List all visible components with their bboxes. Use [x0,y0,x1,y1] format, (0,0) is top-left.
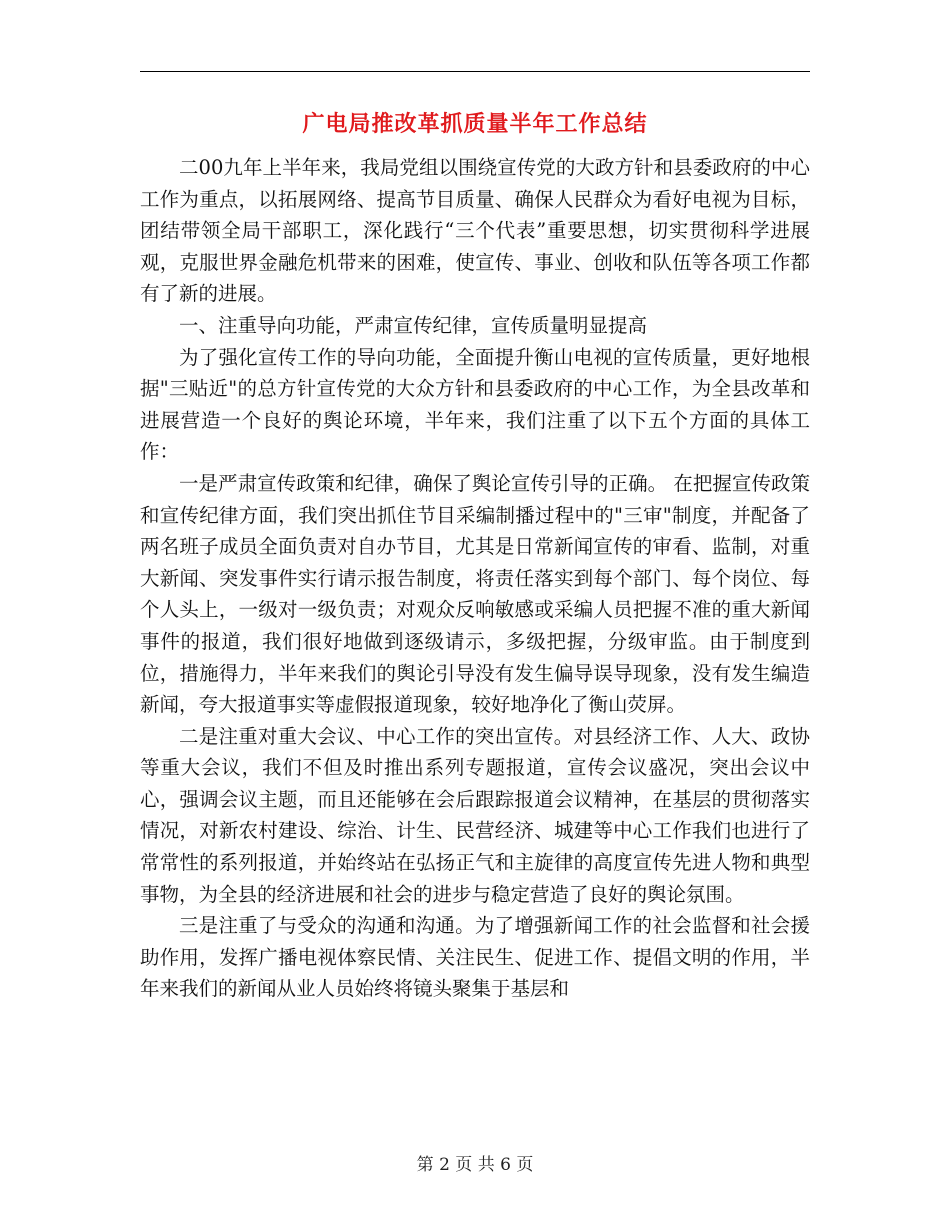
section-heading: 一、注重导向功能，严肃宣传纪律，宣传质量明显提高 [179,313,648,337]
page-number-footer: 第 2 页 共 6 页 [416,1155,534,1175]
paragraph-section-intro: 为了强化宣传工作的导向功能，全面提升衡山电视的宣传质量，更好地根据"三贴近"的总方针宣传党的大众方针和县委政府的中心工作，为全县改革和进展营造一个良好的舆论环境，半年来，我们注重了以下五个方面的具体工作： [140,345,810,464]
document-title: 广电局推改革抓质量半年工作总结 [302,112,648,137]
document-body [140,152,810,1005]
paragraph-intro: 二00九年上半年来，我局党组以围绕宣传党的大政方针和县委政府的中心工作为重点，以拓展网络、提高节目质量、确保人民群众为看好电视为目标，团结带领全局干部职工，深化践行“三个代表”重要思想，切实贯彻科学进展观，克服世界金融危机带来的困难，使宣传、事业、创收和队伍等各项工作都有了新的进展。 [140,156,810,306]
paragraph-point-two: 二是注重对重大会议、中心工作的突出宣传。对县经济工作、人大、政协等重大会议，我们不但及时推出系列专题报道，宣传会议盛况，突出会议中心，强调会议主题，而且还能够在会后跟踪报道会议精神，在基层的贯彻落实情况，对新农村建设、综治、计生、民营经济、城建等中心工作我们也进行了常常性的系列报道，并始终站在弘扬正气和主旋律的高度宣传先进人物和典型事物，为全县的经济进展和社会的进步与稳定营造了良好的舆论氛围。 [140,724,810,906]
paragraph-point-three: 三是注重了与受众的沟通和沟通。为了增强新闻工作的社会监督和社会援助作用，发挥广播电视体察民情、关注民生、促进工作、提倡文明的作用，半年来我们的新闻从业人员始终将镜头聚集于基层和 [140,914,810,1001]
header-rule [140,71,810,72]
paragraph-point-one: 一是严肃宣传政策和纪律，确保了舆论宣传引导的正确。 在把握宣传政策和宣传纪律方面，我们突出抓住节目采编制播过程中的"三审"制度，并配备了两名班子成员全面负责对自办节目，尤其是日常新闻宣传的审看、监制，对重大新闻、突发事件实行请示报告制度，将责任落实到每个部门、每个岗位、每个人头上，一级对一级负责；对观众反响敏感或采编人员把握不准的重大新闻事件的报道，我们很好地做到逐级请示，多级把握，分级审监。由于制度到位，措施得力，半年来我们的舆论引导没有发生偏导误导现象，没有发生编造新闻，夸大报道事实等虚假报道现象，较好地净化了衡山荧屏。 [140,471,810,717]
